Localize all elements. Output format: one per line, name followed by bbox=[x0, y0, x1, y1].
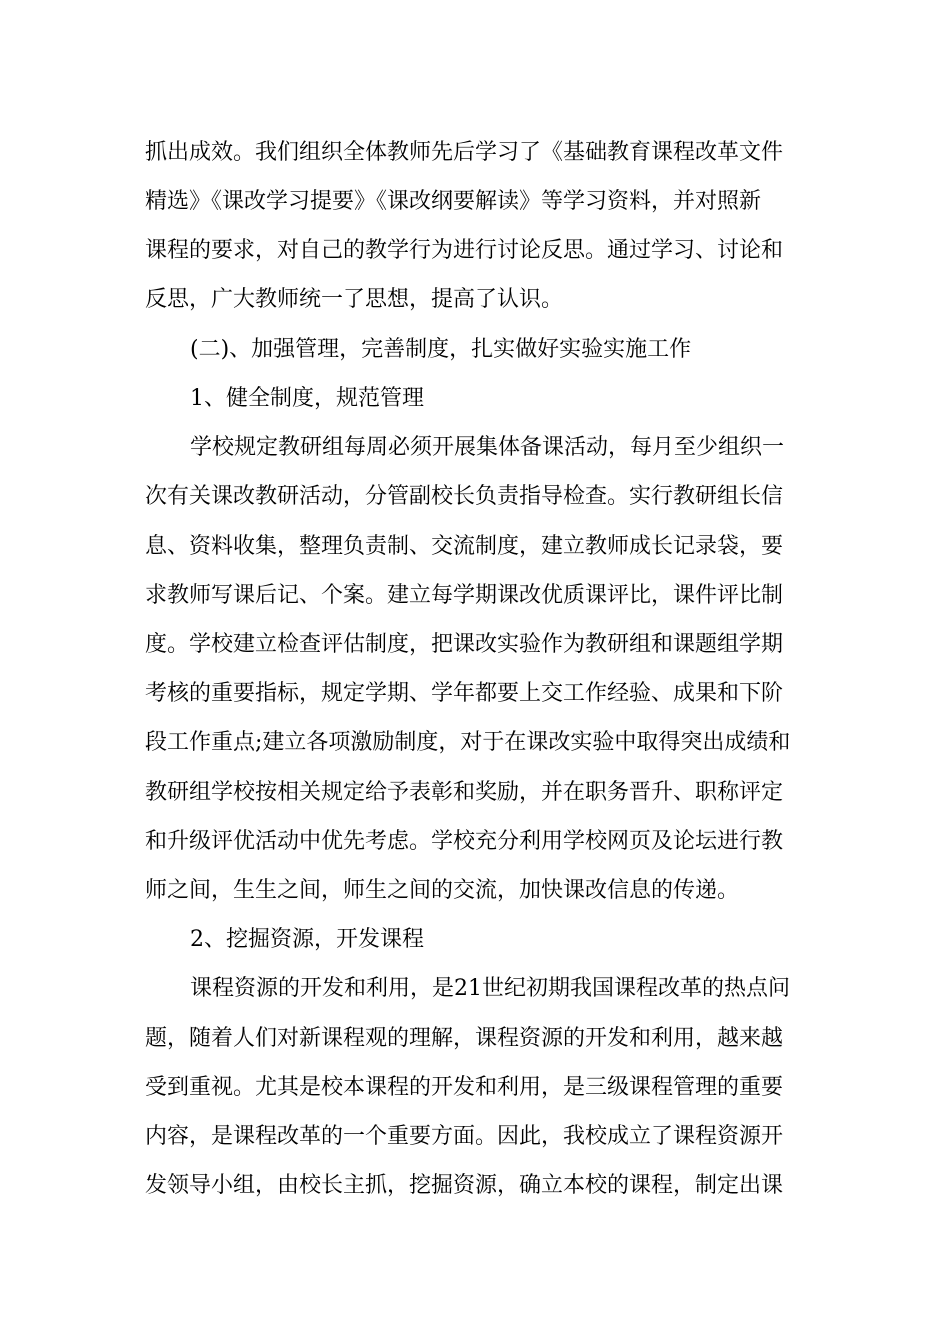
body-text-line: 求教师写课后记、个案。建立每学期课改优质课评比，课件评比制 bbox=[145, 583, 784, 608]
body-text-line: 题，随着人们对新课程观的理解，课程资源的开发和利用，越来越 bbox=[145, 1026, 784, 1051]
body-text-line: 度。学校建立检查评估制度，把课改实验作为教研组和课题组学期 bbox=[145, 632, 784, 657]
body-text-line: 考核的重要指标，规定学期、学年都要上交工作经验、成果和下阶 bbox=[145, 681, 784, 706]
section-heading: (二)、加强管理，完善制度，扎实做好实验实施工作 bbox=[190, 337, 692, 362]
body-text-line: 发领导小组，由校长主抓，挖掘资源，确立本校的课程，制定出课 bbox=[145, 1173, 784, 1198]
body-text-line: 精选》《课改学习提要》《课改纲要解读》等学习资料，并对照新 bbox=[145, 189, 762, 214]
body-text-line: 次有关课改教研活动，分管副校长负责指导检查。实行教研组长信 bbox=[145, 484, 784, 509]
body-text-line: 学校规定教研组每周必须开展集体备课活动，每月至少组织一 bbox=[190, 435, 785, 460]
body-text-line: 师之间，生生之间，师生之间的交流，加快课改信息的传递。 bbox=[145, 878, 740, 903]
body-text-line: 反思，广大教师统一了思想，提高了认识。 bbox=[145, 287, 564, 312]
subsection-heading: 2、挖掘资源，开发课程 bbox=[190, 927, 424, 952]
body-text-line: 教研组学校按相关规定给予表彰和奖励，并在职务晋升、职称评定 bbox=[145, 780, 784, 805]
body-text-line: 段工作重点;建立各项激励制度，对于在课改实验中取得突出成绩和 bbox=[145, 730, 791, 755]
subsection-heading: 1、健全制度，规范管理 bbox=[190, 386, 424, 411]
body-text-line: 和升级评优活动中优先考虑。学校充分利用学校网页及论坛进行教 bbox=[145, 829, 784, 854]
body-text-line: 课程资源的开发和利用，是21世纪初期我国课程改革的热点问 bbox=[190, 976, 790, 1001]
body-text-line: 息、资料收集，整理负责制、交流制度，建立教师成长记录袋，要 bbox=[145, 534, 784, 559]
body-text-line: 内容，是课程改革的一个重要方面。因此，我校成立了课程资源开 bbox=[145, 1124, 784, 1149]
body-text-line: 受到重视。尤其是校本课程的开发和利用，是三级课程管理的重要 bbox=[145, 1075, 784, 1100]
body-text-line: 抓出成效。我们组织全体教师先后学习了《基础教育课程改革文件 bbox=[145, 140, 784, 165]
body-text-line: 课程的要求，对自己的教学行为进行讨论反思。通过学习、讨论和 bbox=[145, 238, 784, 263]
